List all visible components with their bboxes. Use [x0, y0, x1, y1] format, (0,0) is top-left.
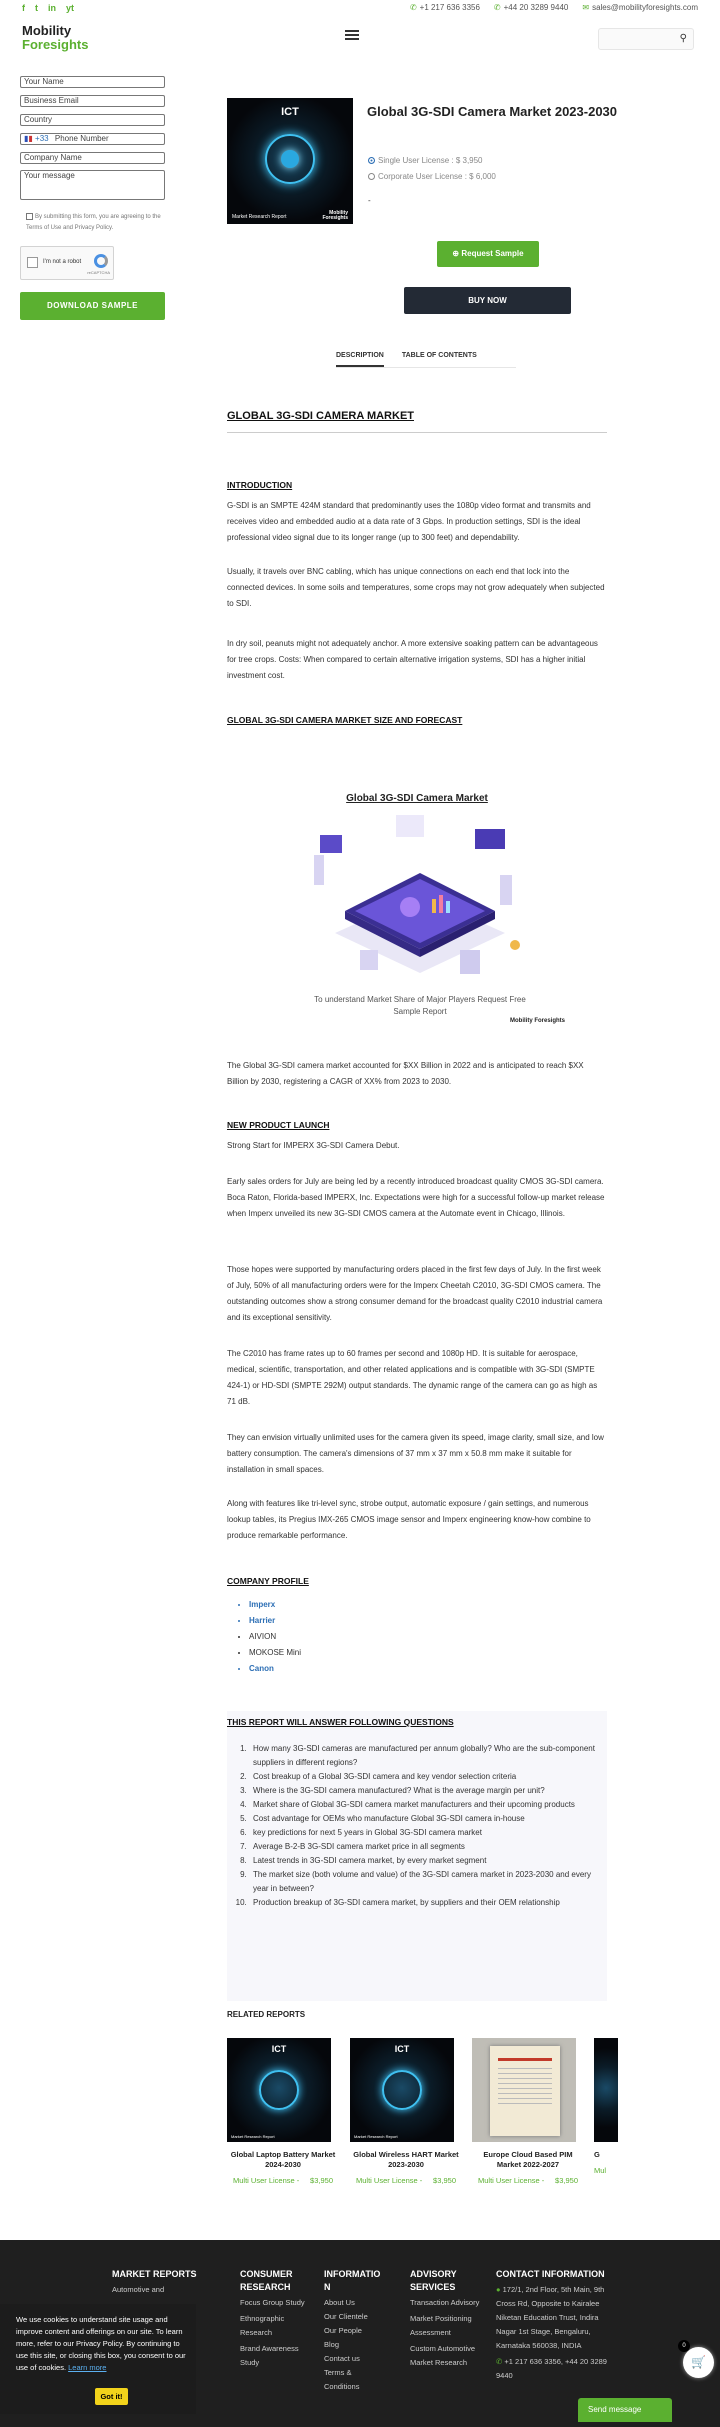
report-title[interactable]: Global Laptop Battery Market 2024-2030 [230, 2150, 336, 2169]
related-card[interactable] [594, 2038, 618, 2178]
company-harrier[interactable]: • Harrier [249, 1613, 427, 1629]
launch-paragraph-5: They can envision virtually unlimited uses for the camera given its speed, image clarity, small size, and low battery consumption. The camera's dimensions of 37 mm x 37 mm x 50.8 mm make it suitable for installation in small spaces. [227, 1433, 604, 1474]
radio-icon[interactable] [368, 173, 375, 180]
request-sample-button[interactable]: ⊕ Request Sample [437, 241, 539, 267]
phone-field[interactable]: ▮▮ +33 Phone Number [20, 133, 165, 145]
price-placeholder: - [368, 196, 371, 205]
footer-market-reports: MARKET REPORTS Automotive and [112, 2268, 212, 2297]
footer-contact-information: CONTACT INFORMATION ● 172/1, 2nd Floor, 5th Main, 9th Cross Rd, Opposite to Kairalee Niketan Education Trust, Indira Nagar 1st Stage, Bengaluru, Karnataka 560038, INDIA ✆ +1 217 636 3356, +44 20 3289 9440 [496, 2268, 608, 2383]
launch-paragraph-4: The C2010 has frame rates up to 60 frames per second and 1080p HD. It is suitable for aerospace, medical, scientific, transportation, and other related applications and is compatible with 3G-SDI (SMPTE 424-1) or HD-SDI (SMPTE 292M) output standards. The dynamic range of the camera can go as high as 71 dB. [227, 1349, 598, 1406]
report-price: $3,950 [555, 2176, 578, 2185]
footer-link[interactable]: Market Positioning Assessment [410, 2314, 472, 2337]
tab-table-of-contents[interactable]: TABLE OF CONTENTS [401, 352, 477, 359]
cookie-accept-button[interactable]: Got it! [95, 2388, 128, 2405]
license-label: Multi User License - [356, 2176, 423, 2185]
page-title: Global 3G-SDI Camera Market 2023-2030 [367, 104, 618, 119]
related-heading: RELATED REPORTS [227, 2010, 306, 2019]
company-imperx[interactable]: • Imperx [249, 1597, 427, 1613]
country-field[interactable]: Country [20, 114, 165, 126]
intro-heading: INTRODUCTION [227, 480, 293, 490]
globe-icon [382, 2070, 422, 2110]
product-image: ICT Market Research Report Mobility Foresights [227, 98, 353, 224]
learn-more-link[interactable]: Learn more [68, 2363, 107, 2372]
footer-link[interactable]: Focus Group Study [240, 2298, 305, 2307]
license-label: Multi User License - [478, 2176, 545, 2185]
name-field[interactable]: Your Name [20, 76, 165, 88]
footer-link[interactable]: Our Clientele [324, 2312, 368, 2321]
radio-selected-icon[interactable] [368, 157, 375, 164]
phone-icon: ✆ [493, 3, 501, 12]
phone-placeholder: Phone Number [54, 134, 109, 143]
footer-link[interactable]: Our People [324, 2326, 362, 2335]
question-item: 6. key predictions for next 5 years in Global 3G-SDI camera market [249, 1826, 607, 1840]
related-card[interactable] [227, 2038, 339, 2188]
footer-link[interactable]: Automotive and [112, 2285, 165, 2294]
email-link[interactable]: ✉ sales@mobilityforesights.com [582, 3, 698, 12]
tab-bar [336, 352, 477, 367]
company-mokose-mini: • MOKOSE Mini [249, 1645, 427, 1661]
report-thumbnail[interactable] [472, 2038, 576, 2142]
question-item: 8. Latest trends in 3G-SDI camera market, by every market segment [249, 1854, 607, 1868]
globe-icon [265, 134, 315, 184]
license-single[interactable]: Single User License : $ 3,950 [368, 156, 483, 165]
license-label: Multi User License - [233, 2176, 300, 2185]
captcha-label: I'm not a robot [43, 259, 82, 265]
cookie-banner: We use cookies to understand site usage and improve content and offerings on our site. To learn more, refer to our Privacy Policy. By continuing to use this site, or closing this box, you consent to our use of cookies. Learn more Got it! [0, 2304, 196, 2414]
flag-icon[interactable]: ▮ [24, 134, 29, 143]
search-input[interactable] [598, 28, 694, 50]
mail-icon: ✉ [582, 3, 590, 12]
twitter-icon[interactable]: t [35, 3, 38, 13]
main-heading: GLOBAL 3G-SDI CAMERA MARKET [227, 410, 414, 422]
hamburger-icon[interactable] [345, 30, 359, 40]
launch-heading: NEW PRODUCT LAUNCH [227, 1120, 330, 1130]
tab-description[interactable]: DESCRIPTION [336, 352, 384, 367]
footer-link[interactable]: Ethnographic Research [240, 2314, 285, 2337]
description-content [227, 410, 607, 433]
question-item: 5. Cost advantage for OEMs who manufacture Global 3G-SDI camera in-house [249, 1812, 607, 1826]
question-item: 1. How many 3G-SDI cameras are manufactured per annum globally? Who are the sub-component suppliers in different regions? [249, 1742, 607, 1770]
question-item: 9. The market size (both volume and value) of the 3G-SDI camera market in 2023-2030 and every year in between? [249, 1868, 607, 1896]
launch-paragraph-3: Those hopes were supported by manufacturing orders placed in the first few days of July. In the first week of July, 50% of all manufacturing orders were for the Imperx Cheetah C2010, 3G-SDI CMOS camera. The outstanding outcomes show a strong consumer demand for the broadcast quality C2010 industrial camera and its exceptional sensitivity. [227, 1265, 603, 1322]
consent-checkbox[interactable] [26, 213, 33, 220]
social-links [22, 3, 74, 13]
intro-paragraph-3: In dry soil, peanuts might not adequately anchor. A more extensive soaking pattern can be advantageous for tree crops. Costs: When compared to certain alternative irrigation systems, SDI has a higher initial investment cost. [227, 639, 598, 680]
question-item: 7. Average B-2-B 3G-SDI camera market price in all segments [249, 1840, 607, 1854]
send-message-button[interactable]: Send message [578, 2398, 672, 2422]
size-paragraph: The Global 3G-SDI camera market accounted for $XX Billion in 2022 and is anticipated to reach $XX Billion by 2030, registering a CAGR of XX% from 2023 to 2030. [227, 1061, 584, 1086]
globe-icon [259, 2070, 299, 2110]
captcha-brand: reCAPTCHA [87, 270, 110, 275]
market-illustration [300, 815, 540, 990]
related-card[interactable] [472, 2038, 584, 2188]
footer-link[interactable]: Custom Automotive Market Research [410, 2344, 476, 2367]
download-sample-button[interactable]: DOWNLOAD SAMPLE [20, 292, 165, 320]
phone-uk[interactable]: ✆ +44 20 3289 9440 [493, 3, 569, 12]
company-canon[interactable]: • Canon [249, 1661, 427, 1677]
footer-information: INFORMATION About Us Our Clientele Our People Blog Contact us Terms & Conditions [324, 2268, 386, 2394]
question-item: 10. Production breakup of 3G-SDI camera market, by suppliers and their OEM relationship [249, 1896, 607, 1910]
email-field[interactable]: Business Email [20, 95, 165, 107]
footer-consumer-research: CONSUMER RESEARCH Focus Group Study Ethnographic Research Brand Awareness Study [240, 2268, 310, 2370]
license-corporate[interactable]: Corporate User License : $ 6,000 [368, 172, 496, 181]
footer-advisory-services: ADVISORY SERVICES Transaction Advisory Market Positioning Assessment Custom Automotive Market Research [410, 2268, 490, 2370]
report-price: $3,950 [310, 2176, 333, 2185]
report-thumbnail[interactable]: ICT Market Research Report [350, 2038, 454, 2142]
questions-heading: THIS REPORT WILL ANSWER FOLLOWING QUESTIONS [227, 1717, 454, 1727]
phone-icon: ✆ [409, 3, 417, 12]
consent-checkbox-row[interactable]: By submitting this form, you are agreeing to the Terms of Use and Privacy Policy. [26, 214, 161, 231]
cart-icon[interactable]: 🛒 [683, 2347, 714, 2378]
phone-us[interactable]: ✆ +1 217 636 3356 [409, 3, 480, 12]
facebook-icon[interactable]: f [22, 3, 25, 13]
footer-link[interactable]: Contact us [324, 2354, 360, 2363]
size-heading: GLOBAL 3G-SDI CAMERA MARKET SIZE AND FORECAST [227, 715, 463, 725]
linkedin-icon[interactable]: in [48, 3, 56, 13]
footer-link[interactable]: About Us [324, 2298, 355, 2307]
youtube-icon[interactable]: yt [66, 3, 75, 13]
phone-code[interactable]: +33 [35, 134, 49, 143]
question-item: 3. Where is the 3G-SDI camera manufactured? What is the average margin per unit? [249, 1784, 607, 1798]
divider [227, 432, 607, 433]
report-price: $3,950 [433, 2176, 456, 2185]
report-thumbnail[interactable] [594, 2038, 618, 2142]
chart-brand-logo: Mobility Foresights [510, 1018, 566, 1024]
top-bar [0, 0, 720, 18]
footer-link[interactable]: Blog [324, 2340, 340, 2349]
footer-phone[interactable]: ✆ +1 217 636 3356, +44 20 3289 9440 [496, 2357, 607, 2380]
footer-address: ● 172/1, 2nd Floor, 5th Main, 9th Cross Rd, Opposite to Kairalee Niketan Education Trust, Indira Nagar 1st Stage, Bengaluru, Karnataka 560038, INDIA [496, 2285, 605, 2350]
cart-count-badge: 0 [678, 2340, 690, 2352]
footer-link[interactable]: Terms & Conditions [324, 2368, 360, 2391]
launch-paragraph-6: Along with features like tri-level sync, strobe output, automatic exposure / gain settings, and numerous lookup tables, its Pregius IMX-265 CMOS image sensor and Imperx engineering know-how combine to produce remarkable performance. [227, 1499, 591, 1540]
location-icon: ● [496, 2285, 503, 2294]
captcha-checkbox[interactable] [27, 257, 38, 268]
footer-link[interactable]: Transaction Advisory [410, 2298, 480, 2307]
license-label: Mul [594, 2166, 607, 2175]
intro-paragraph-2: Usually, it travels over BNC cabling, which has unique connections on each end that lock into the connected devices. In some soils and temperatures, some crops may not grow adequately when subjected to SDI. [227, 567, 605, 608]
tab-divider [336, 367, 516, 368]
intro-paragraph-1: G-SDI is an SMPTE 424M standard that predominantly uses the 1080p video format and transmits and receives video and embedded audio at a data rate of 3 Gbps. In production settings, SDI is the ideal professional video signal due to its longer range (up to 300 feet) and dependability. [227, 501, 591, 542]
report-title[interactable]: Global Wireless HART Market 2023-2030 [353, 2150, 459, 2169]
launch-paragraph-2: Early sales orders for July are being led by a recently introduced broadcast quality CMOS 3G-SDI camera. Boca Raton, Florida-based IMPERX, Inc. Expectations were high for a successful follow-up market release when Imperx unveiled its new 3G-SDI CMOS camera at the Automate event in Chicago, Illinois. [227, 1177, 605, 1218]
phone-icon: ✆ [496, 2357, 505, 2366]
chart-heading: Global 3G-SDI Camera Market [346, 793, 488, 804]
company-list [227, 1597, 427, 1677]
search-icon[interactable]: ⚲ [679, 33, 687, 44]
related-card[interactable] [350, 2038, 462, 2188]
company-aivion: • AIVION [249, 1629, 427, 1645]
chart-caption[interactable]: To understand Market Share of Major Players Request Free Sample Report [314, 995, 526, 1016]
profile-heading: COMPANY PROFILE [227, 1576, 309, 1586]
footer-link[interactable]: Brand Awareness Study [240, 2344, 299, 2367]
questions-list [227, 1742, 607, 1910]
company-field[interactable]: Company Name [20, 152, 165, 164]
report-title[interactable]: Europe Cloud Based PIM Market 2022-2027 [483, 2150, 573, 2169]
report-title[interactable]: G [594, 2150, 600, 2159]
question-item: 2. Cost breakup of a Global 3G-SDI camera and key vendor selection criteria [249, 1770, 607, 1784]
question-item: 4. Market share of Global 3G-SDI camera market manufacturers and their upcoming products [249, 1798, 607, 1812]
launch-paragraph-1: Strong Start for IMPERX 3G-SDI Camera Debut. [227, 1141, 400, 1150]
report-thumbnail[interactable]: ICT Market Research Report [227, 2038, 331, 2142]
contact-links [410, 3, 698, 12]
recaptcha-icon [94, 254, 108, 268]
recaptcha-widget[interactable] [20, 246, 114, 280]
site-logo[interactable]: Mobility Foresights [22, 23, 89, 52]
buy-now-button[interactable]: BUY NOW [404, 287, 571, 314]
plus-circle-icon: ⊕ [452, 249, 462, 258]
message-field[interactable]: Your message [20, 170, 165, 200]
